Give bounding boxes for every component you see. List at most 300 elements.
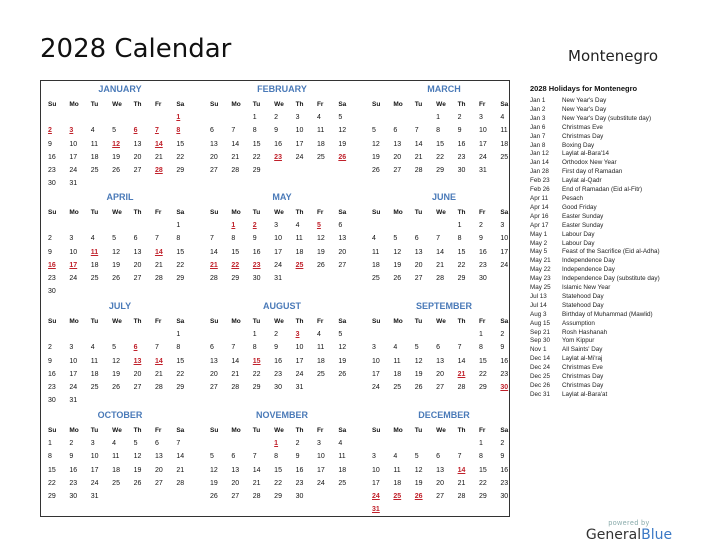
day-cell[interactable]: 15	[176, 248, 185, 256]
day-cell[interactable]: 19	[316, 248, 325, 256]
day-cell[interactable]: 13	[414, 248, 423, 256]
day-cell[interactable]: 12	[414, 466, 423, 474]
day-cell[interactable]: 27	[210, 383, 218, 391]
day-cell[interactable]: 13	[154, 453, 163, 461]
day-cell[interactable]: 17	[372, 370, 380, 378]
day-cell[interactable]: 25	[316, 153, 325, 161]
day-cell[interactable]: 7	[154, 235, 159, 243]
day-cell[interactable]: 8	[48, 453, 52, 461]
day-cell[interactable]: 11	[393, 357, 401, 365]
day-cell[interactable]: 10	[500, 235, 509, 243]
day-cell[interactable]: 4	[338, 440, 343, 448]
day-cell[interactable]: 27	[154, 479, 163, 487]
day-cell[interactable]: 21	[436, 261, 444, 269]
day-cell[interactable]: 15	[231, 248, 240, 256]
holiday-day-cell[interactable]: 2	[48, 127, 52, 135]
day-cell[interactable]: 12	[414, 357, 423, 365]
day-cell[interactable]: 27	[133, 383, 142, 391]
day-cell[interactable]: 4	[500, 114, 505, 122]
day-cell[interactable]: 25	[90, 166, 99, 174]
day-cell[interactable]: 9	[274, 127, 279, 135]
day-cell[interactable]: 28	[154, 383, 163, 391]
day-cell[interactable]: 29	[176, 274, 185, 282]
day-cell[interactable]: 15	[457, 248, 466, 256]
day-cell[interactable]: 20	[436, 370, 444, 378]
day-cell[interactable]: 6	[154, 440, 159, 448]
day-cell[interactable]: 20	[133, 153, 142, 161]
day-cell[interactable]: 30	[274, 383, 282, 391]
day-cell[interactable]: 23	[500, 370, 509, 378]
day-cell[interactable]: 27	[436, 383, 444, 391]
day-cell[interactable]: 2	[48, 344, 52, 352]
day-cell[interactable]: 20	[133, 261, 142, 269]
day-cell[interactable]: 19	[210, 479, 218, 487]
day-cell[interactable]: 16	[457, 140, 466, 148]
day-cell[interactable]: 29	[252, 383, 261, 391]
day-cell[interactable]: 24	[372, 383, 380, 391]
day-cell[interactable]: 9	[69, 453, 74, 461]
day-cell[interactable]: 24	[69, 383, 78, 391]
day-cell[interactable]: 27	[338, 261, 347, 269]
day-cell[interactable]: 25	[90, 383, 99, 391]
day-cell[interactable]: 12	[338, 127, 347, 135]
day-cell[interactable]: 8	[478, 344, 483, 352]
holiday-day-cell[interactable]: 24	[372, 492, 380, 500]
day-cell[interactable]: 21	[154, 261, 163, 269]
day-cell[interactable]: 1	[457, 222, 462, 230]
day-cell[interactable]: 18	[393, 479, 402, 487]
day-cell[interactable]: 23	[274, 370, 282, 378]
day-cell[interactable]: 6	[393, 127, 398, 135]
day-cell[interactable]: 4	[393, 453, 398, 461]
day-cell[interactable]: 22	[48, 479, 56, 487]
day-cell[interactable]: 6	[436, 453, 441, 461]
day-cell[interactable]: 6	[436, 344, 441, 352]
day-cell[interactable]: 10	[90, 453, 99, 461]
day-cell[interactable]: 14	[457, 357, 466, 365]
day-cell[interactable]: 11	[316, 344, 325, 352]
holiday-day-cell[interactable]: 15	[252, 357, 261, 365]
day-cell[interactable]: 9	[295, 453, 300, 461]
day-cell[interactable]: 16	[274, 357, 282, 365]
day-cell[interactable]: 28	[457, 383, 466, 391]
day-cell[interactable]: 12	[112, 248, 120, 256]
day-cell[interactable]: 11	[372, 248, 380, 256]
day-cell[interactable]: 11	[90, 357, 99, 365]
day-cell[interactable]: 19	[338, 357, 347, 365]
day-cell[interactable]: 6	[210, 344, 214, 352]
day-cell[interactable]: 11	[393, 466, 401, 474]
day-cell[interactable]: 31	[69, 397, 78, 405]
day-cell[interactable]: 18	[338, 466, 347, 474]
day-cell[interactable]: 5	[338, 114, 343, 122]
holiday-day-cell[interactable]: 14	[154, 357, 163, 365]
holiday-day-cell[interactable]: 30	[500, 383, 509, 391]
holiday-day-cell[interactable]: 11	[90, 248, 99, 256]
day-cell[interactable]: 8	[274, 453, 279, 461]
day-cell[interactable]: 25	[316, 370, 325, 378]
day-cell[interactable]: 27	[133, 274, 142, 282]
day-cell[interactable]: 26	[393, 274, 402, 282]
day-cell[interactable]: 3	[372, 344, 376, 352]
day-cell[interactable]: 22	[478, 370, 487, 378]
day-cell[interactable]: 7	[176, 440, 181, 448]
holiday-day-cell[interactable]: 5	[316, 222, 321, 230]
day-cell[interactable]: 22	[274, 479, 282, 487]
day-cell[interactable]: 31	[69, 180, 78, 188]
holiday-day-cell[interactable]: 17	[69, 261, 78, 269]
day-cell[interactable]: 9	[274, 344, 279, 352]
day-cell[interactable]: 2	[48, 235, 52, 243]
day-cell[interactable]: 28	[231, 383, 240, 391]
day-cell[interactable]: 23	[48, 166, 56, 174]
day-cell[interactable]: 9	[48, 248, 52, 256]
day-cell[interactable]: 29	[176, 383, 185, 391]
day-cell[interactable]: 17	[295, 357, 304, 365]
day-cell[interactable]: 12	[338, 344, 347, 352]
day-cell[interactable]: 14	[252, 466, 261, 474]
holiday-day-cell[interactable]: 22	[231, 261, 240, 269]
day-cell[interactable]: 16	[69, 466, 78, 474]
day-cell[interactable]: 4	[112, 440, 117, 448]
holiday-day-cell[interactable]: 1	[176, 114, 181, 122]
holiday-day-cell[interactable]: 14	[457, 466, 466, 474]
day-cell[interactable]: 3	[90, 440, 95, 448]
day-cell[interactable]: 5	[338, 331, 343, 339]
holiday-day-cell[interactable]: 21	[457, 370, 466, 378]
day-cell[interactable]: 30	[252, 274, 261, 282]
day-cell[interactable]: 20	[338, 248, 347, 256]
day-cell[interactable]: 29	[457, 274, 466, 282]
day-cell[interactable]: 10	[295, 127, 304, 135]
day-cell[interactable]: 2	[457, 114, 462, 122]
holiday-day-cell[interactable]: 13	[133, 357, 142, 365]
day-cell[interactable]: 23	[69, 479, 78, 487]
day-cell[interactable]: 8	[231, 235, 236, 243]
day-cell[interactable]: 13	[133, 140, 142, 148]
day-cell[interactable]: 26	[133, 479, 142, 487]
day-cell[interactable]: 10	[372, 357, 380, 365]
day-cell[interactable]: 10	[69, 248, 78, 256]
day-cell[interactable]: 8	[176, 235, 181, 243]
day-cell[interactable]: 19	[414, 370, 423, 378]
holiday-day-cell[interactable]: 26	[414, 492, 423, 500]
day-cell[interactable]: 24	[69, 166, 78, 174]
day-cell[interactable]: 19	[393, 261, 402, 269]
day-cell[interactable]: 5	[133, 440, 138, 448]
day-cell[interactable]: 23	[457, 153, 466, 161]
day-cell[interactable]: 20	[154, 466, 163, 474]
day-cell[interactable]: 18	[90, 153, 99, 161]
day-cell[interactable]: 9	[478, 235, 483, 243]
day-cell[interactable]: 10	[316, 453, 325, 461]
day-cell[interactable]: 7	[231, 127, 236, 135]
day-cell[interactable]: 3	[295, 114, 300, 122]
day-cell[interactable]: 12	[316, 235, 325, 243]
day-cell[interactable]: 9	[457, 127, 462, 135]
day-cell[interactable]: 14	[436, 248, 444, 256]
day-cell[interactable]: 10	[372, 466, 380, 474]
day-cell[interactable]: 14	[231, 357, 240, 365]
day-cell[interactable]: 5	[210, 453, 214, 461]
day-cell[interactable]: 1	[252, 114, 257, 122]
holiday-day-cell[interactable]: 1	[231, 222, 236, 230]
day-cell[interactable]: 3	[372, 453, 376, 461]
day-cell[interactable]: 16	[274, 140, 282, 148]
day-cell[interactable]: 4	[372, 235, 376, 243]
day-cell[interactable]: 19	[112, 261, 120, 269]
day-cell[interactable]: 24	[295, 153, 304, 161]
day-cell[interactable]: 30	[295, 492, 304, 500]
day-cell[interactable]: 19	[414, 479, 423, 487]
day-cell[interactable]: 19	[133, 466, 142, 474]
holiday-day-cell[interactable]: 2	[252, 222, 257, 230]
day-cell[interactable]: 31	[295, 383, 304, 391]
day-cell[interactable]: 30	[478, 274, 487, 282]
day-cell[interactable]: 31	[90, 492, 99, 500]
day-cell[interactable]: 13	[133, 248, 142, 256]
day-cell[interactable]: 17	[316, 466, 325, 474]
day-cell[interactable]: 10	[478, 127, 487, 135]
day-cell[interactable]: 18	[372, 261, 380, 269]
day-cell[interactable]: 11	[112, 453, 120, 461]
day-cell[interactable]: 5	[414, 453, 419, 461]
holiday-day-cell[interactable]: 7	[154, 127, 159, 135]
day-cell[interactable]: 31	[274, 274, 282, 282]
day-cell[interactable]: 4	[295, 222, 300, 230]
day-cell[interactable]: 25	[90, 274, 99, 282]
day-cell[interactable]: 29	[176, 166, 185, 174]
day-cell[interactable]: 20	[414, 261, 423, 269]
day-cell[interactable]: 7	[457, 453, 462, 461]
day-cell[interactable]: 17	[274, 248, 282, 256]
day-cell[interactable]: 22	[176, 153, 185, 161]
holiday-day-cell[interactable]: 1	[274, 440, 279, 448]
day-cell[interactable]: 29	[231, 274, 240, 282]
day-cell[interactable]: 9	[500, 344, 505, 352]
day-cell[interactable]: 29	[48, 492, 56, 500]
day-cell[interactable]: 18	[90, 261, 99, 269]
day-cell[interactable]: 1	[478, 331, 483, 339]
day-cell[interactable]: 10	[295, 344, 304, 352]
day-cell[interactable]: 21	[252, 479, 261, 487]
day-cell[interactable]: 26	[414, 383, 423, 391]
day-cell[interactable]: 25	[393, 383, 402, 391]
day-cell[interactable]: 10	[69, 140, 78, 148]
day-cell[interactable]: 3	[69, 235, 74, 243]
day-cell[interactable]: 13	[436, 357, 444, 365]
holiday-day-cell[interactable]: 14	[154, 248, 163, 256]
day-cell[interactable]: 19	[372, 153, 380, 161]
day-cell[interactable]: 15	[478, 466, 487, 474]
day-cell[interactable]: 22	[252, 153, 261, 161]
day-cell[interactable]: 16	[295, 466, 304, 474]
holiday-day-cell[interactable]: 8	[176, 127, 181, 135]
day-cell[interactable]: 4	[316, 331, 321, 339]
day-cell[interactable]: 1	[176, 331, 181, 339]
day-cell[interactable]: 26	[112, 166, 120, 174]
day-cell[interactable]: 6	[231, 453, 236, 461]
day-cell[interactable]: 4	[90, 127, 95, 135]
day-cell[interactable]: 22	[457, 261, 466, 269]
day-cell[interactable]: 16	[478, 248, 487, 256]
day-cell[interactable]: 11	[90, 140, 99, 148]
day-cell[interactable]: 20	[436, 479, 444, 487]
day-cell[interactable]: 24	[69, 274, 78, 282]
day-cell[interactable]: 17	[69, 153, 78, 161]
day-cell[interactable]: 27	[414, 274, 423, 282]
day-cell[interactable]: 4	[90, 235, 95, 243]
day-cell[interactable]: 12	[393, 248, 402, 256]
day-cell[interactable]: 23	[48, 274, 56, 282]
day-cell[interactable]: 22	[176, 261, 185, 269]
day-cell[interactable]: 30	[457, 166, 466, 174]
day-cell[interactable]: 20	[210, 370, 218, 378]
day-cell[interactable]: 15	[252, 140, 261, 148]
day-cell[interactable]: 25	[112, 479, 120, 487]
day-cell[interactable]: 21	[154, 370, 163, 378]
day-cell[interactable]: 14	[210, 248, 218, 256]
day-cell[interactable]: 18	[316, 357, 325, 365]
day-cell[interactable]: 30	[48, 180, 56, 188]
holiday-day-cell[interactable]: 14	[154, 140, 163, 148]
day-cell[interactable]: 5	[372, 127, 376, 135]
day-cell[interactable]: 18	[500, 140, 509, 148]
day-cell[interactable]: 19	[112, 370, 120, 378]
day-cell[interactable]: 9	[48, 357, 52, 365]
day-cell[interactable]: 28	[436, 274, 444, 282]
day-cell[interactable]: 18	[316, 140, 325, 148]
day-cell[interactable]: 8	[436, 127, 441, 135]
holiday-day-cell[interactable]: 23	[252, 261, 261, 269]
day-cell[interactable]: 31	[478, 166, 487, 174]
day-cell[interactable]: 11	[295, 235, 303, 243]
holiday-day-cell[interactable]: 31	[372, 506, 380, 514]
day-cell[interactable]: 28	[154, 274, 163, 282]
day-cell[interactable]: 19	[112, 153, 120, 161]
day-cell[interactable]: 5	[414, 344, 419, 352]
day-cell[interactable]: 30	[48, 397, 56, 405]
day-cell[interactable]: 2	[295, 440, 300, 448]
day-cell[interactable]: 29	[436, 166, 444, 174]
day-cell[interactable]: 9	[48, 140, 52, 148]
day-cell[interactable]: 26	[316, 261, 325, 269]
day-cell[interactable]: 25	[372, 274, 380, 282]
day-cell[interactable]: 24	[316, 479, 325, 487]
day-cell[interactable]: 6	[210, 127, 214, 135]
day-cell[interactable]: 24	[295, 370, 304, 378]
day-cell[interactable]: 17	[478, 140, 487, 148]
day-cell[interactable]: 26	[210, 492, 218, 500]
day-cell[interactable]: 8	[252, 344, 257, 352]
day-cell[interactable]: 2	[478, 222, 483, 230]
day-cell[interactable]: 28	[231, 166, 240, 174]
holiday-day-cell[interactable]: 6	[133, 344, 138, 352]
day-cell[interactable]: 1	[478, 440, 483, 448]
day-cell[interactable]: 21	[231, 153, 240, 161]
day-cell[interactable]: 8	[252, 127, 257, 135]
day-cell[interactable]: 17	[500, 248, 509, 256]
day-cell[interactable]: 30	[48, 288, 56, 296]
day-cell[interactable]: 23	[48, 383, 56, 391]
day-cell[interactable]: 3	[500, 222, 505, 230]
day-cell[interactable]: 2	[500, 331, 505, 339]
day-cell[interactable]: 25	[500, 153, 509, 161]
day-cell[interactable]: 15	[436, 140, 444, 148]
day-cell[interactable]: 17	[90, 466, 99, 474]
day-cell[interactable]: 24	[478, 153, 487, 161]
day-cell[interactable]: 10	[69, 357, 78, 365]
day-cell[interactable]: 12	[210, 466, 218, 474]
day-cell[interactable]: 1	[48, 440, 52, 448]
day-cell[interactable]: 30	[69, 492, 78, 500]
day-cell[interactable]: 7	[457, 344, 462, 352]
day-cell[interactable]: 21	[414, 153, 423, 161]
day-cell[interactable]: 13	[210, 357, 218, 365]
day-cell[interactable]: 22	[436, 153, 444, 161]
day-cell[interactable]: 16	[48, 370, 56, 378]
day-cell[interactable]: 15	[176, 357, 185, 365]
holiday-day-cell[interactable]: 21	[210, 261, 218, 269]
day-cell[interactable]: 7	[210, 235, 214, 243]
day-cell[interactable]: 21	[457, 479, 466, 487]
day-cell[interactable]: 9	[500, 453, 505, 461]
day-cell[interactable]: 2	[274, 114, 279, 122]
day-cell[interactable]: 15	[478, 357, 487, 365]
day-cell[interactable]: 17	[295, 140, 304, 148]
holiday-day-cell[interactable]: 25	[393, 492, 402, 500]
day-cell[interactable]: 7	[154, 344, 159, 352]
day-cell[interactable]: 27	[133, 166, 142, 174]
day-cell[interactable]: 27	[393, 166, 402, 174]
day-cell[interactable]: 1	[176, 222, 181, 230]
day-cell[interactable]: 29	[252, 166, 261, 174]
day-cell[interactable]: 3	[69, 344, 74, 352]
day-cell[interactable]: 6	[133, 235, 138, 243]
holiday-day-cell[interactable]: 12	[112, 140, 120, 148]
day-cell[interactable]: 28	[252, 492, 261, 500]
holiday-day-cell[interactable]: 26	[338, 153, 347, 161]
day-cell[interactable]: 28	[457, 492, 466, 500]
day-cell[interactable]: 2	[500, 440, 505, 448]
day-cell[interactable]: 2	[274, 331, 279, 339]
day-cell[interactable]: 8	[457, 235, 462, 243]
day-cell[interactable]: 27	[231, 492, 240, 500]
day-cell[interactable]: 17	[372, 479, 380, 487]
holiday-day-cell[interactable]: 16	[48, 261, 56, 269]
day-cell[interactable]: 8	[176, 344, 181, 352]
day-cell[interactable]: 9	[252, 235, 257, 243]
holiday-day-cell[interactable]: 6	[133, 127, 138, 135]
day-cell[interactable]: 22	[252, 370, 261, 378]
day-cell[interactable]: 15	[274, 466, 282, 474]
day-cell[interactable]: 29	[478, 383, 487, 391]
day-cell[interactable]: 14	[231, 140, 240, 148]
day-cell[interactable]: 15	[176, 140, 185, 148]
day-cell[interactable]: 5	[112, 344, 117, 352]
day-cell[interactable]: 5	[112, 235, 117, 243]
day-cell[interactable]: 14	[176, 453, 185, 461]
day-cell[interactable]: 15	[48, 466, 56, 474]
day-cell[interactable]: 20	[393, 153, 402, 161]
day-cell[interactable]: 5	[393, 235, 398, 243]
day-cell[interactable]: 13	[338, 235, 347, 243]
holiday-day-cell[interactable]: 23	[274, 153, 282, 161]
day-cell[interactable]: 24	[90, 479, 99, 487]
day-cell[interactable]: 18	[393, 370, 402, 378]
day-cell[interactable]: 27	[210, 166, 218, 174]
day-cell[interactable]: 20	[231, 479, 240, 487]
